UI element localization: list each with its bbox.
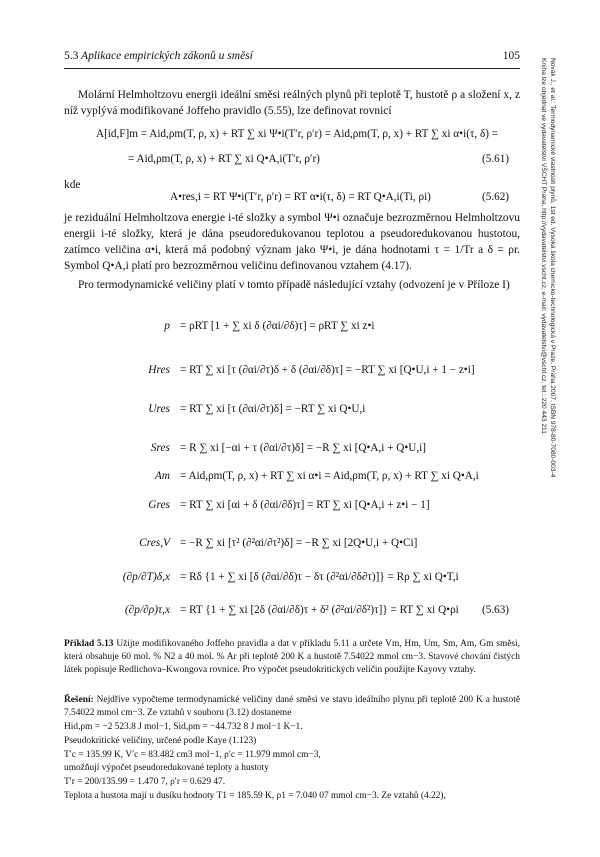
residual-paragraph: je reziduální Helmholtzova energie i-té složky a symbol Ψ•i označuje bezrozměrnou Helmholtzovu energii i-té složky, která je dána pseudoredukovanou teplotou a pseudoredukovanou hustotou, zatímco veličina α•i, která má podobný význam jako Ψ•i, je dána hodnotami τ = 1/Tr a δ = ρr. Symbol Q•A,i platí pro bezrozměrnou veličinu definovanou vztahem (4.17). (64, 212, 520, 272)
running-section-title (64, 50, 253, 62)
eq-lhs-internal-energy: Ures (148, 403, 170, 415)
solution-label: Řešení: (64, 695, 94, 705)
side-note-line-2: Kniha lze objednat ve vydavatelství VŠCHT Praha, http://vydavatelstvi.vscht.cz, e-mail: vydavatelstvi@vscht.cz, tel.: 220 443 211 (540, 58, 547, 434)
equation-5-61-line-2: = Aid,ρm(T, ρ, x) + RT ∑ xi Q•A,i(T′r, ρ′r) (128, 153, 320, 165)
eq-lhs-heat-capacity: Cres,V (139, 537, 170, 549)
nitrogen-values: Teplota a hustota mají u dusíku hodnoty T1 = 185.59 K, ρ1 = 7.040 07 mmol cm−3. Ze vztahů (4.22), (64, 791, 446, 801)
kde-label: kde (64, 179, 81, 191)
pseudocritical-values: T′c = 135.99 K, V′c = 83.482 cm3 mol−1, ρ′c = 11.979 mmol cm−3, (64, 750, 321, 760)
side-copyright-note (540, 58, 557, 698)
relations-intro-paragraph: Pro termodynamické veličiny platí v tomto případě následující vztahy (odvození je v Příloze I) (78, 279, 510, 291)
eq-lhs-enthalpy: Hres (148, 364, 170, 376)
eq-rhs-gibbs: = RT ∑ xi [αi + δ (∂αi/∂δ)τ] = RT ∑ xi [Q•A,i + z•i − 1] (180, 499, 430, 511)
equation-5-61-line-1: A[id,F]m = Aid,ρm(T, ρ, x) + RT ∑ xi Ψ•i(T′r, ρ′r) = Aid,ρm(T, ρ, x) + RT ∑ xi α•i(τ, δ) = (96, 128, 499, 140)
eq-rhs-pressure: = ρRT [1 + ∑ xi δ (∂αi/∂δ)τ] = ρRT ∑ xi z•i (180, 320, 375, 332)
solution-block (64, 694, 520, 720)
eq-lhs-entropy: Sres (150, 442, 170, 454)
intro-paragraph: Molární Helmholtzovu energii ideální směsi reálných plynů při teplotě T, hustotě ρ a složení x, z níž vyplývá modifikované Joffeho pravidlo (5.55), lze definovat rovnicí (64, 89, 520, 117)
eq-lhs-helmholtz: Am (154, 470, 170, 482)
eq-rhs-entropy: = R ∑ xi [−αi + τ (∂αi/∂τ)δ] = −R ∑ xi [Q•A,i + Q•U,i] (180, 442, 426, 454)
example-text: Užijte modifikovaného Joffeho pravidla a dat v příkladu 5.11 a určete Vm, Hm, Um, Sm, Am, Gm směsi, která obsahuje 60 mol. % N2 a 40 mol. % Ar při teplotě 200 K a hustotě 7.54022 mmol cm−3. Stavové chování čistých látek popisuje Redlichova–Kwongova rovnice. Pro výpočet pseudokritických veličin použijte Kayovy vztahy. (64, 639, 520, 675)
eq-rhs-enthalpy: = RT ∑ xi [τ (∂αi/∂τ)δ + δ (∂αi/∂δ)τ] = −RT ∑ xi [Q•U,i + 1 − z•i] (180, 364, 475, 376)
equation-number-5-61: (5.61) (482, 153, 510, 165)
eq-lhs-pressure: p (164, 320, 170, 332)
equation-5-62: A•res,i = RT Ψ•i(T′r, ρ′r) = RT α•i(τ, δ) = RT Q•A,i(Ti, ρi) (170, 191, 431, 203)
eq-rhs-internal-energy: = RT ∑ xi [τ (∂αi/∂τ)δ] = −RT ∑ xi Q•U,i (180, 403, 366, 415)
eq-rhs-dp-drho: = RT {1 + ∑ xi [2δ (∂αi/∂δ)τ + δ² (∂²αi/∂δ²)τ]} = RT ∑ xi Q•ρi (180, 604, 459, 616)
pseudocritical-heading: Pseudokritické veličiny, určené podle Kaye (1.123) (64, 736, 257, 746)
page-number: 105 (502, 50, 520, 62)
eq-rhs-heat-capacity: = −R ∑ xi [τ² (∂²αi/∂τ²)δ] = −R ∑ xi [2Q•U,i + Q•Ci] (180, 537, 418, 549)
page-header (64, 50, 520, 66)
example-block (64, 638, 520, 677)
ideal-gas-values: Hid,ρm = −2 523.8 J mol−1, Sid,ρm = −44.732 8 J mol−1 K−1. (64, 722, 303, 732)
equation-number-5-62: (5.62) (482, 191, 510, 203)
section-number: 5.3 (64, 50, 79, 62)
eq-lhs-dp-dt: (∂p/∂T)δ,x (122, 571, 170, 583)
example-title: Příklad 5.13 (64, 639, 114, 649)
pseudoreduced-heading: umožňují výpočet pseudoredukované teploty a hustoty (64, 763, 269, 773)
eq-rhs-helmholtz: = Aid,ρm(T, ρ, x) + RT ∑ xi α•i = Aid,ρm(T, ρ, x) + RT ∑ xi Q•A,i (180, 470, 479, 482)
pseudoreduced-values: T′r = 200/135.99 = 1.470 7, ρ′r = 0.629 47. (64, 777, 226, 787)
section-title: Aplikace empirických zákonů u směsí (81, 50, 253, 62)
eq-lhs-gibbs: Gres (148, 499, 170, 511)
eq-rhs-dp-dt: = Rδ {1 + ∑ xi [δ (∂αi/∂δ)τ − δτ (∂²αi/∂δ∂τ)]} = Rρ ∑ xi Q•T,i (180, 571, 459, 583)
header-rule (64, 68, 520, 69)
side-note-line-1: Novák J., et al.: Termodynamické vlastnosti plynů, 1st ed. Vysoká škola chemicko-technologická v Praze, Praha 2007. ISBN 978-80-7080-003-4 (549, 58, 556, 478)
equation-number-5-63: (5.63) (482, 604, 510, 616)
eq-lhs-dp-drho: (∂p/∂ρ)τ,x (124, 604, 170, 616)
solution-text: Nejdříve vypočteme termodynamické veličiny dané směsi ve stavu ideálního plynu při teplotě 200 K a hustotě 7.54022 mmol cm−3. Ze vztahů v souboru (3.12) dostaneme (64, 695, 520, 718)
